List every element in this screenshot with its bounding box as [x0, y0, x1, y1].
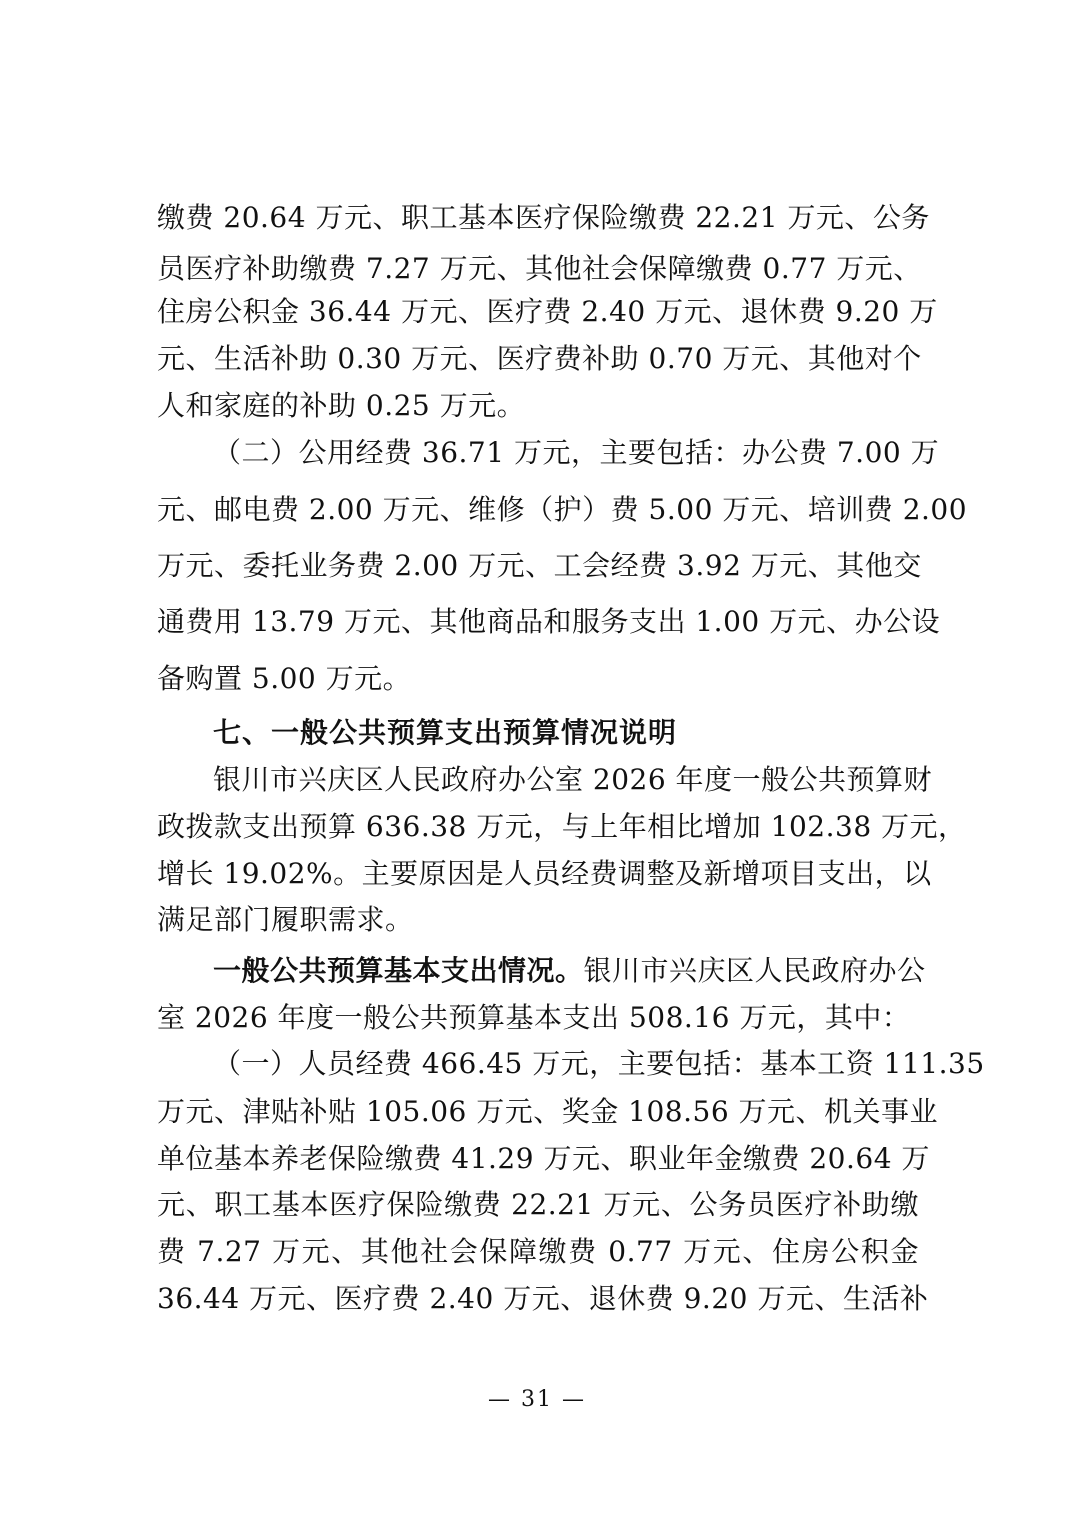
paragraph-line: 住房公积金 36.44 万元、医疗费 2.40 万元、退休费 9.20 万 [157, 295, 938, 328]
paragraph-line: 单位基本养老保险缴费 41.29 万元、职业年金缴费 20.64 万 [157, 1142, 930, 1175]
paragraph-line: 政拨款支出预算 636.38 万元，与上年相比增加 102.38 万元， [157, 810, 967, 843]
paragraph-line: 人和家庭的补助 0.25 万元。 [157, 389, 526, 422]
section-heading: 七、一般公共预算支出预算情况说明 [213, 716, 678, 749]
paragraph-line: 费 7.27 万元、其他社会保障缴费 0.77 万元、住房公积金 [157, 1235, 919, 1268]
paragraph-line: 缴费 20.64 万元、职工基本医疗保险缴费 22.21 万元、公务 [157, 201, 930, 234]
paragraph-line: 员医疗补助缴费 7.27 万元、其他社会保障缴费 0.77 万元、 [157, 252, 922, 285]
paragraph-line: （一）人员经费 466.45 万元，主要包括：基本工资 111.35 [213, 1047, 985, 1080]
paragraph-line: 元、邮电费 2.00 万元、维修（护）费 5.00 万元、培训费 2.00 [157, 493, 968, 526]
paragraph-line: 万元、委托业务费 2.00 万元、工会经费 3.92 万元、其他交 [157, 549, 922, 582]
bold-lead-text: 一般公共预算基本支出情况。 [213, 954, 584, 987]
paragraph-line: 备购置 5.00 万元。 [157, 662, 412, 695]
page-number: — 31 — [488, 1387, 586, 1412]
paragraph-line: 万元、津贴补贴 105.06 万元、奖金 108.56 万元、机关事业 [157, 1095, 939, 1128]
paragraph-line: 银川市兴庆区人民政府办公室 2026 年度一般公共预算财 [213, 763, 933, 796]
paragraph-line: 增长 19.02%。主要原因是人员经费调整及新增项目支出，以 [157, 857, 932, 890]
paragraph-text: 银川市兴庆区人民政府办公 [583, 954, 926, 987]
paragraph-line: 元、职工基本医疗保险缴费 22.21 万元、公务员医疗补助缴 [157, 1188, 919, 1221]
paragraph-line: 室 2026 年度一般公共预算基本支出 508.16 万元，其中： [157, 1001, 911, 1034]
paragraph-line: 满足部门履职需求。 [157, 903, 414, 936]
paragraph-line: 通费用 13.79 万元、其他商品和服务支出 1.00 万元、办公设 [157, 605, 941, 638]
paragraph-line: 36.44 万元、医疗费 2.40 万元、退休费 9.20 万元、生活补 [157, 1282, 929, 1315]
paragraph-line: 元、生活补助 0.30 万元、医疗费补助 0.70 万元、其他对个 [157, 342, 922, 375]
paragraph-line: （二）公用经费 36.71 万元，主要包括：办公费 7.00 万 [213, 436, 940, 469]
